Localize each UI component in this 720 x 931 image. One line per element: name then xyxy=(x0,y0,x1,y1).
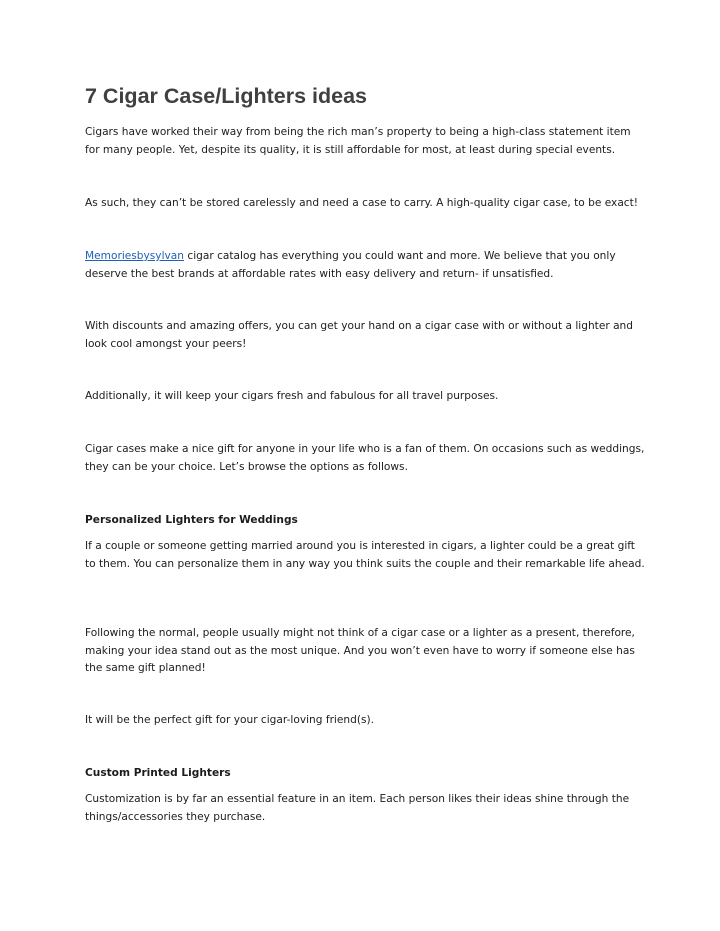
paragraph-catalog-text: cigar catalog has everything you could want and more. We believe that you only deserve the best brands at affordable rates with easy delivery and return- if unsatisfied. xyxy=(85,250,616,280)
paragraph-freshness: Additionally, it will keep your cigars fresh and fabulous for all travel purposes. xyxy=(85,390,499,402)
paragraph-intro: Cigars have worked their way from being the rich man’s property to being a high-class statement item for many people. Yet, despite its quality, it is still affordable for most, at least during special events. xyxy=(85,126,631,156)
paragraph-storage: As such, they can’t be stored carelessly and need a case to carry. A high-quality cigar case, to be exact! xyxy=(85,197,639,209)
paragraph-discounts: With discounts and amazing offers, you can get your hand on a cigar case with or without a lighter and look cool amongst your peers! xyxy=(85,320,633,350)
heading-personalized-lighters: Personalized Lighters for Weddings xyxy=(85,514,298,526)
paragraph-unique-idea: Following the normal, people usually might not think of a cigar case or a lighter as a present, therefore, making your idea stand out as the most unique. And you won’t even have to worry if someone else has the same gift planned! xyxy=(85,627,635,674)
paragraph-gift: Cigar cases make a nice gift for anyone in your life who is a fan of them. On occasions such as weddings, they can be your choice. Let’s browse the options as follows. xyxy=(85,443,645,473)
page-title: 7 Cigar Case/Lighters ideas xyxy=(85,84,367,108)
paragraph-catalog xyxy=(85,248,645,283)
paragraph-perfect-gift: It will be the perfect gift for your cigar-loving friend(s). xyxy=(85,714,374,726)
heading-custom-printed-lighters: Custom Printed Lighters xyxy=(85,767,231,779)
memoriesbysylvan-link[interactable]: Memoriesbysylvan xyxy=(85,250,184,262)
paragraph-wedding-lighter: If a couple or someone getting married around you is interested in cigars, a lighter could be a great gift to them. You can personalize them in any way you think suits the couple and their remarkable life ahead. xyxy=(85,540,645,570)
paragraph-customization: Customization is by far an essential feature in an item. Each person likes their ideas shine through the things/accessories they purchase. xyxy=(85,793,630,823)
